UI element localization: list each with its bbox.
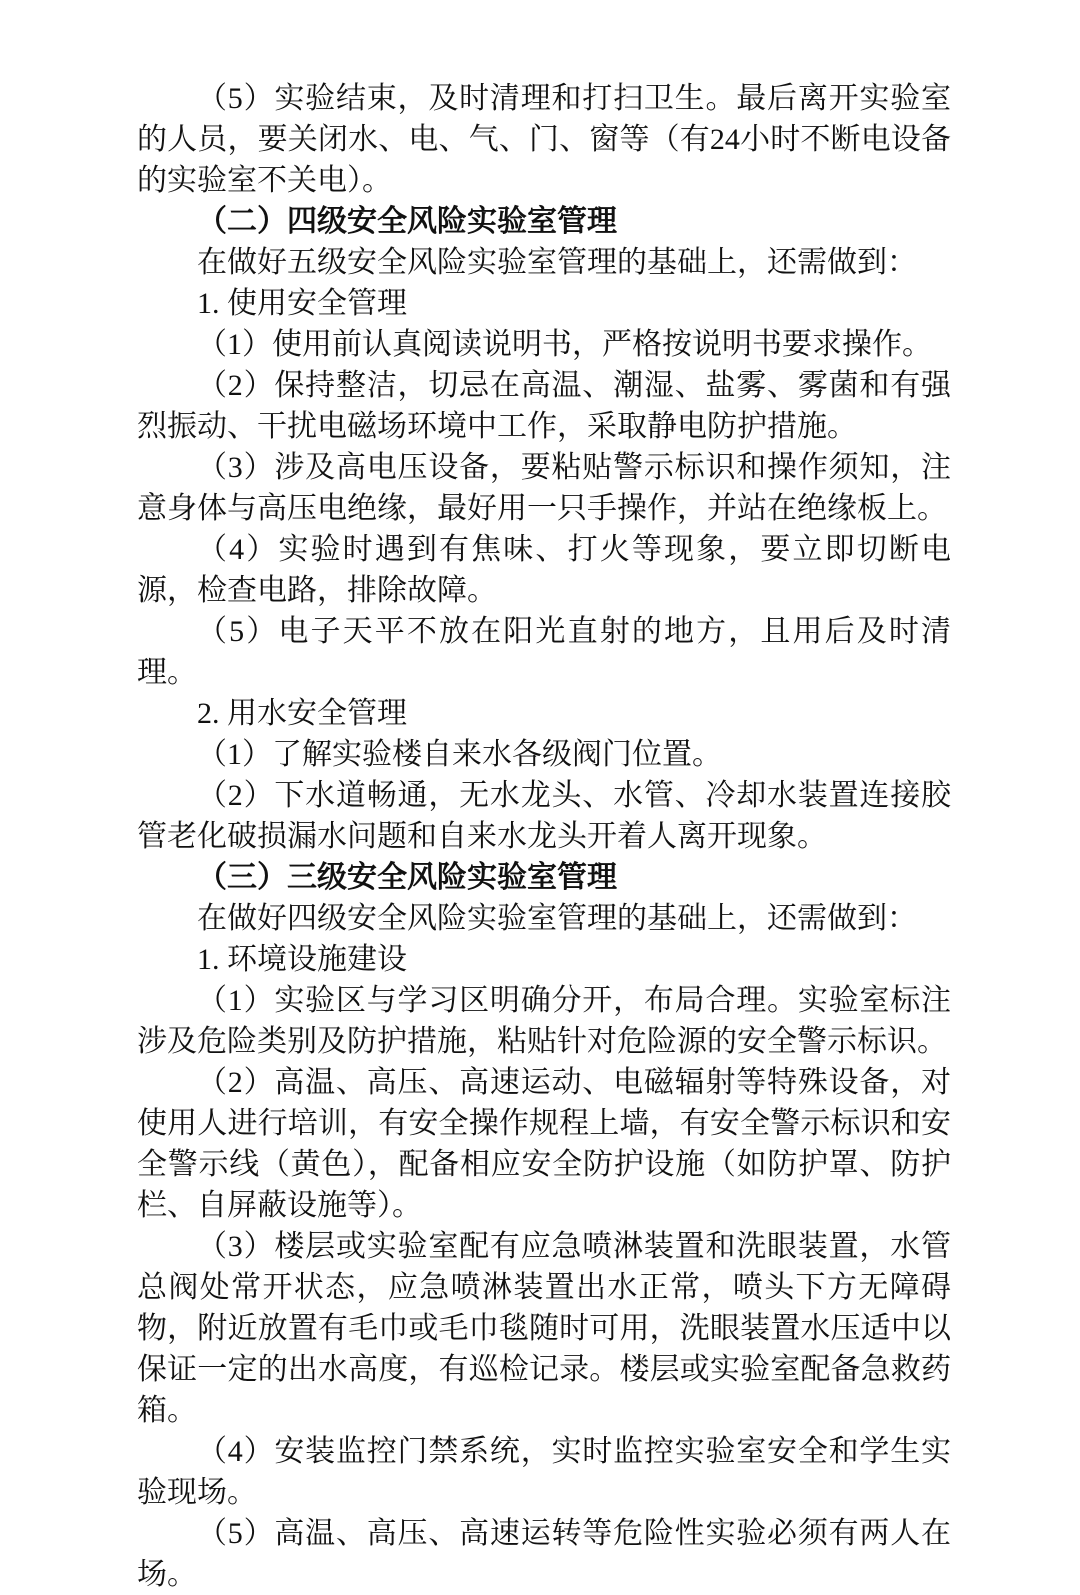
paragraph: （1）实验区与学习区明确分开，布局合理。实验室标注涉及危险类别及防护措施，粘贴针对危险源的安全警示标识。 (137, 984, 951, 1058)
paragraph: （3）涉及高电压设备，要粘贴警示标识和操作须知，注意身体与高压电绝缘，最好用一只手操作，并站在绝缘板上。 (137, 451, 951, 525)
paragraph: 2. 用水安全管理 (197, 697, 407, 730)
paragraph: （2）保持整洁，切忌在高温、潮湿、盐雾、雾菌和有强烈振动、干扰电磁场环境中工作，采取静电防护措施。 (137, 369, 951, 443)
paragraph: （4）实验时遇到有焦味、打火等现象，要立即切断电源，检查电路，排除故障。 (137, 533, 951, 607)
section-heading: （三）三级安全风险实验室管理 (197, 861, 617, 894)
paragraph: （1）使用前认真阅读说明书，严格按说明书要求操作。 (197, 328, 932, 361)
document-body (137, 78, 951, 1595)
paragraph: （5）高温、高压、高速运转等危险性实验必须有两人在场。 (137, 1517, 951, 1591)
paragraph: （1）了解实验楼自来水各级阀门位置。 (197, 738, 722, 771)
paragraph: 1. 使用安全管理 (197, 287, 407, 320)
section-heading: （二）四级安全风险实验室管理 (197, 205, 617, 238)
paragraph: 在做好四级安全风险实验室管理的基础上，还需做到： (197, 902, 917, 935)
paragraph: 在做好五级安全风险实验室管理的基础上，还需做到： (197, 246, 917, 279)
paragraph: （5）实验结束，及时清理和打扫卫生。最后离开实验室的人员，要关闭水、电、气、门、窗等（有24小时不断电设备的实验室不关电）。 (137, 82, 951, 197)
paragraph: （4）安装监控门禁系统，实时监控实验室安全和学生实验现场。 (137, 1435, 951, 1509)
paragraph: （2）下水道畅通，无水龙头、水管、冷却水装置连接胶管老化破损漏水问题和自来水龙头开着人离开现象。 (137, 779, 951, 853)
paragraph: （3）楼层或实验室配有应急喷淋装置和洗眼装置，水管总阀处常开状态，应急喷淋装置出水正常，喷头下方无障碍物，附近放置有毛巾或毛巾毯随时可用，洗眼装置水压适中以保证一定的出水高度，有巡检记录。楼层或实验室配备急救药箱。 (137, 1230, 951, 1427)
paragraph: （5）电子天平不放在阳光直射的地方，且用后及时清理。 (137, 615, 951, 689)
paragraph: 1. 环境设施建设 (197, 943, 407, 976)
paragraph: （2）高温、高压、高速运动、电磁辐射等特殊设备，对使用人进行培训，有安全操作规程上墙，有安全警示标识和安全警示线（黄色），配备相应安全防护设施（如防护罩、防护栏、自屏蔽设施等）。 (137, 1066, 951, 1222)
